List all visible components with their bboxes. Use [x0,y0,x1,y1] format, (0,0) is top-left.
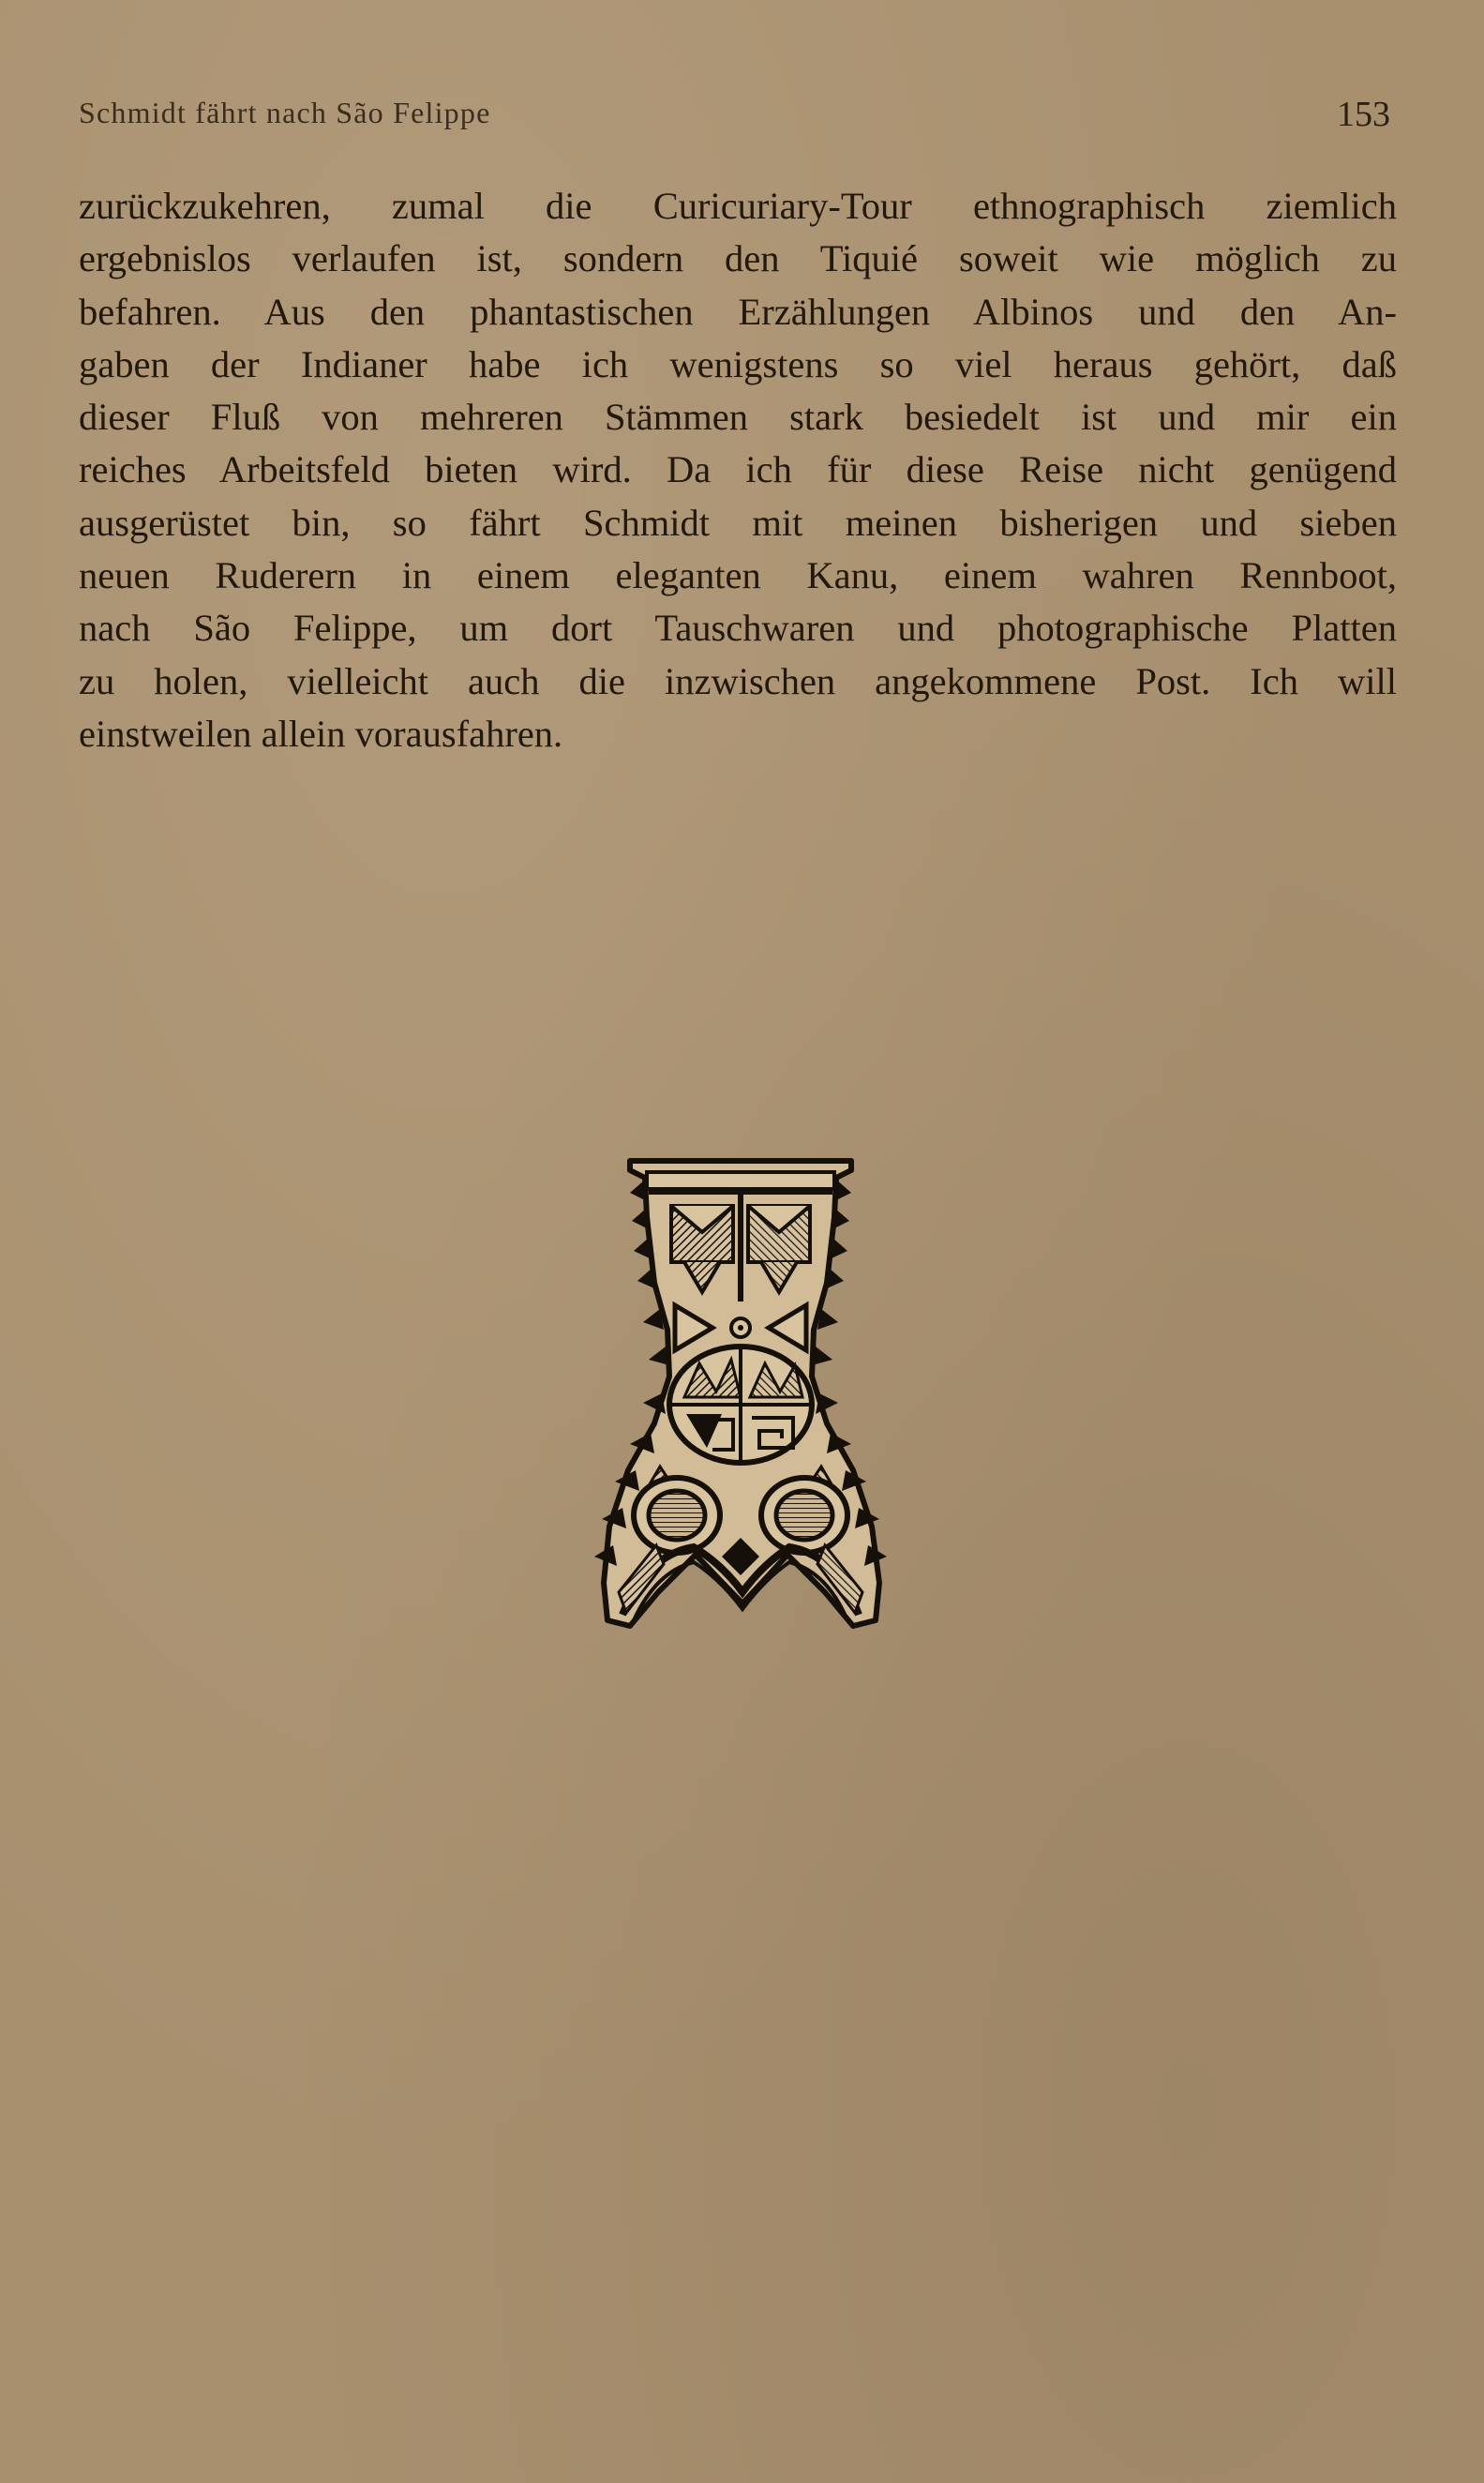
running-header [79,96,1394,143]
ornamental-stool-woodcut-icon [581,1151,900,1639]
text-line: neuen Ruderern in einem eleganten Kanu, einem wahren Rennboot, [79,554,1397,597]
page-number: 153 [1337,95,1390,134]
text-line: einstweilen allein vorausfahren. [79,712,563,755]
text-line: ausgerüstet bin, so fährt Schmidt mit meinen bisherigen und sieben [79,501,1397,544]
text-line: zurückzukehren, zumal die Curicuriary-Tour ethnographisch ziemlich [79,185,1397,227]
text-line: zu holen, vielleicht auch die inzwischen angekommene Post. Ich will [79,659,1397,702]
text-line: befahren. Aus den phantastischen Erzählungen Albinos und den An- [79,290,1397,333]
text-line: nach São Felippe, um dort Tauschwaren und photographische Platten [79,607,1397,650]
text-line: ergebnislos verlaufen ist, sondern den Tiquié soweit wie möglich zu [79,237,1397,280]
body-paragraph [79,180,1397,760]
text-line: gaben der Indianer habe ich wenigstens so viel heraus gehört, daß [79,342,1397,385]
running-title: Schmidt fährt nach São Felippe [79,96,491,129]
text-line: dieser Fluß von mehreren Stämmen stark besiedelt ist und mir ein [79,396,1397,439]
text-line: reiches Arbeitsfeld bieten wird. Da ich für diese Reise nicht genügend [79,448,1397,491]
